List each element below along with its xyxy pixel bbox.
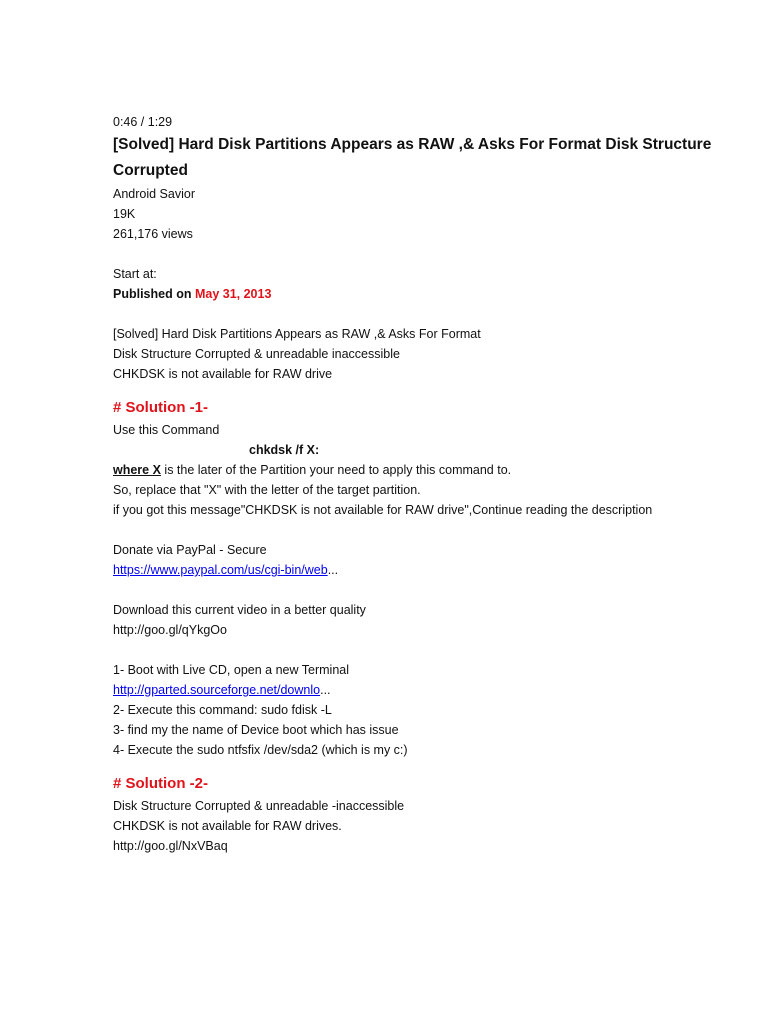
- solution-2-heading: # Solution -2-: [113, 775, 208, 792]
- where-x-line: [113, 460, 753, 480]
- paypal-ellipsis: ...: [327, 563, 339, 577]
- paypal-link[interactable]: https://www.paypal.com/us/cgi-bin/web: [113, 563, 328, 577]
- message-line: if you got this message"CHKDSK is not available for RAW drive",Continue reading the description: [113, 503, 653, 517]
- use-command-text: Use this Command: [113, 423, 220, 437]
- spacer: [113, 244, 753, 264]
- video-description-page: [113, 112, 753, 856]
- solution-1-heading: # Solution -1-: [113, 399, 208, 416]
- view-count: 261,176 views: [113, 227, 193, 241]
- intro-line-3: CHKDSK is not available for RAW drive: [113, 367, 333, 381]
- chkdsk-command: chkdsk /f X:: [249, 443, 320, 457]
- replace-line: So, replace that "X" with the letter of the target partition.: [113, 483, 421, 497]
- published-label: Published on: [113, 287, 195, 301]
- where-x-rest: is the later of the Partition your need to apply this command to.: [160, 463, 512, 477]
- step-4: 4- Execute the sudo ntfsfix /dev/sda2 (which is my c:): [113, 743, 408, 757]
- subscriber-count: 19K: [113, 207, 136, 221]
- spacer: [113, 580, 753, 600]
- solution-2-line-2: CHKDSK is not available for RAW drives.: [113, 819, 342, 833]
- published-date: May 31, 2013: [194, 287, 272, 301]
- gparted-ellipsis: ...: [320, 683, 331, 697]
- donate-line: [113, 560, 753, 580]
- gparted-link[interactable]: http://gparted.sourceforge.net/downlo: [113, 683, 321, 697]
- gparted-line: [113, 680, 753, 700]
- step-2: 2- Execute this command: sudo fdisk -L: [113, 703, 332, 717]
- where-x-label: where X: [113, 463, 161, 477]
- download-url[interactable]: http://goo.gl/qYkgOo: [113, 623, 227, 637]
- step-3: 3- find my the name of Device boot which has issue: [113, 723, 399, 737]
- download-label: Download this current video in a better quality: [113, 603, 366, 617]
- published-line: [113, 284, 753, 304]
- intro-line-1: [Solved] Hard Disk Partitions Appears as RAW ,& Asks For Format: [113, 327, 481, 341]
- video-time: 0:46 / 1:29: [113, 115, 173, 129]
- spacer: [113, 304, 753, 324]
- start-at-label: Start at:: [113, 267, 157, 281]
- step-1: 1- Boot with Live CD, open a new Terminal: [113, 663, 349, 677]
- intro-line-2: Disk Structure Corrupted & unreadable inaccessible: [113, 347, 400, 361]
- spacer: [113, 520, 753, 540]
- donate-label: Donate via PayPal - Secure: [113, 543, 267, 557]
- spacer: [113, 384, 753, 396]
- video-title: [Solved] Hard Disk Partitions Appears as RAW ,& Asks For Format Disk Structure Corrupted: [113, 136, 712, 179]
- channel-name[interactable]: Android Savior: [113, 187, 195, 201]
- solution-2-line-1: Disk Structure Corrupted & unreadable -inaccessible: [113, 799, 405, 813]
- spacer: [113, 760, 753, 772]
- solution-2-url[interactable]: http://goo.gl/NxVBaq: [113, 839, 228, 853]
- spacer: [113, 640, 753, 660]
